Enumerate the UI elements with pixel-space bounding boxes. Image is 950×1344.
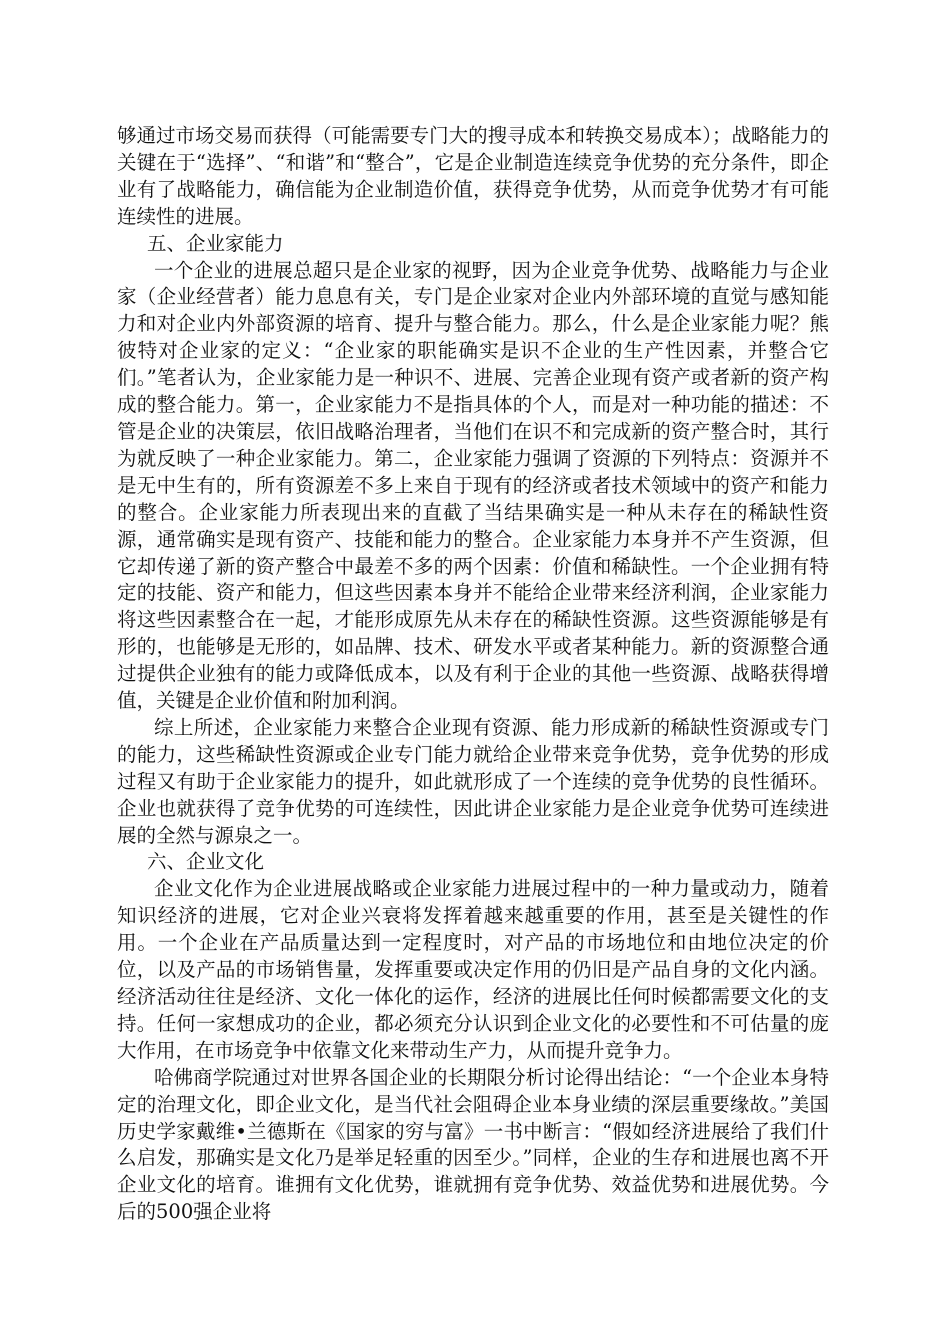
section-heading-corporate-culture: 六、企业文化 — [147, 850, 265, 874]
paragraph-harvard-study: 哈佛商学院通过对世界各国企业的长期限分析讨论得出结论：“一个企业本身特定的治理文化，即企业文化，是当代社会阻碍企业本身业绩的深层重要缘故。”美国历史学家戴维•兰德斯在《国家的穷与富》一书中断言：“假如经济进展给了我们什么启发，那确实是文化乃是举足轻重的因至少。”同样，企业的生存和进展也离不开企业文化的培育。谁拥有文化优势，谁就拥有竞争优势、效益优势和进展优势。今后的500强企业将 — [117, 1065, 829, 1224]
paragraph-summary: 综上所述，企业家能力来整合企业现有资源、能力形成新的稀缺性资源或专门的能力，这些稀缺性资源或企业专门能力就给企业带来竞争优势，竞争优势的形成过程又有助于企业家能力的提升，如此就形成了一个连续的竞争优势的良性循环。企业也就获得了竞争优势的可连续性，因此讲企业家能力是企业竞争优势可连续进展的全然与源泉之一。 — [117, 715, 829, 847]
paragraph-continuation: 够通过市场交易而获得（可能需要专门大的搜寻成本和转换交易成本）；战略能力的关键在于“选择”、“和谐”和“整合”，它是企业制造连续竞争优势的充分条件，即企业有了战略能力，确信能为企业制造价值，获得竞争优势，从而竞争优势才有可能连续性的进展。 — [117, 124, 829, 228]
document-body — [117, 123, 829, 1226]
paragraph-entrepreneur-ability: 一个企业的进展总超只是企业家的视野，因为企业竞争优势、战略能力与企业家（企业经营者）能力息息有关，专门是企业家对企业内外部环境的直觉与感知能力和对企业内外部资源的培育、提升与整合能力。那么，什么是企业家能力呢？熊彼特对企业家的定义：“企业家的职能确实是识不企业的生产性因素，并整合它们。”笔者认为，企业家能力是一种识不、进展、完善企业现有资产或者新的资产构成的整合能力。第一，企业家能力不是指具体的个人，而是对一种功能的描述：不管是企业的决策层，依旧战略治理者，当他们在识不和完成新的资产整合时，其行为就反映了一种企业家能力。第二，企业家能力强调了资源的下列特点：资源并不是无中生有的，所有资源差不多上来自于现有的经济或者技术领域中的资产和能力的整合。企业家能力所表现出来的直截了当结果确实是一种从未存在的稀缺性资源，通常确实是现有资产、技能和能力的整合。企业家能力本身并不产生资源，但它却传递了新的资产整合中最差不多的两个因素：价值和稀缺性。一个企业拥有特定的技能、资产和能力，但这些因素本身并不能给企业带来经济利润，企业家能力将这些因素整合在一起，才能形成原先从未存在的稀缺性资源。这些资源能够是有形的，也能够是无形的，如品牌、技术、研发水平或者某种能力。新的资源整合通过提供企业独有的能力或降低成本，以及有利于企业的其他一些资源、战略获得增值，关键是企业价值和附加利润。 — [117, 258, 829, 713]
section-heading-entrepreneur-ability: 五、企业家能力 — [147, 231, 284, 255]
paragraph-corporate-culture: 企业文化作为企业进展战略或企业家能力进展过程中的一种力量或动力，随着知识经济的进展，它对企业兴衰将发挥着越来越重要的作用，甚至是关键性的作用。一个企业在产品质量达到一定程度时，对产品的市场地位和由地位决定的价位，以及产品的市场销售量，发挥重要或决定作用的仍旧是产品自身的文化内涵。经济活动往往是经济、文化一体化的运作，经济的进展比任何时候都需要文化的支持。任何一家想成功的企业，都必须充分认识到企业文化的必要性和不可估量的庞大作用，在市场竞争中依靠文化来带动生产力，从而提升竞争力。 — [117, 877, 829, 1062]
